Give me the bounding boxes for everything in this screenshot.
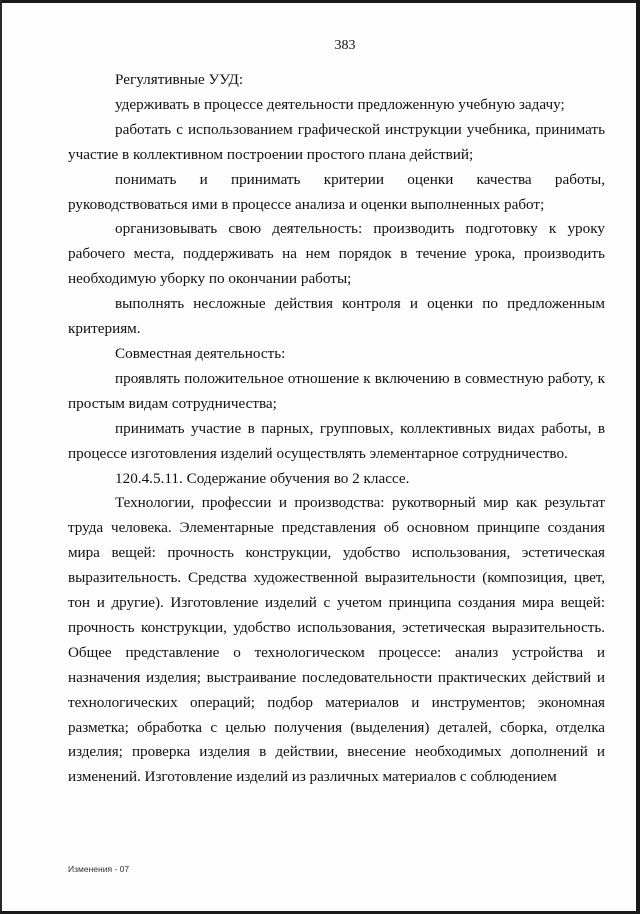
section-heading: 120.4.5.11. Содержание обучения во 2 классе. [115,469,410,487]
scan-edge-top [0,0,640,3]
paragraph-joint-1: проявлять положительное отношение к включению в совместную работу, к простым видам сотрудничества; [68,369,605,412]
footer-note: Изменения - 07 [68,864,130,874]
scan-edge-left [0,0,2,914]
paragraph-regulatory-2: работать с использованием графической инструкции учебника, принимать участие в коллективном построении простого плана действий; [68,120,605,163]
paragraph-regulatory-5: выполнять несложные действия контроля и оценки по предложенным критериям. [68,295,605,338]
heading-joint-activity: Совместная деятельность: [115,344,286,362]
paragraph-regulatory-4: организовывать свою деятельность: производить подготовку к уроку рабочего места, поддерживать на нем порядок в течение урока, производить необходимую уборку по окончании работы; [68,220,605,288]
paragraph-regulatory-3: понимать и принимать критерии оценки качества работы, руководствоваться ими в процессе анализа и оценки выполненных работ; [68,170,605,213]
paragraph-regulatory-1: удерживать в процессе деятельности предложенную учебную задачу; [115,95,565,113]
paragraph-technologies: Технологии, профессии и производства: рукотворный мир как результат труда человека. Элементарные представления об основном принципе создания мира вещей: прочность конструкции, удобство использования, эстетическая выразительность. Средства художественной выразительности (композиция, цвет, тон и другие). Изготовление изделий с учетом принципа создания мира вещей: прочность конструкции, удобство использования, эстетическая выразительность. Общее представление о технологическом процессе: анализ устройства и назначения изделия; выстраивание последовательности практических действий и технологических операций; подбор материалов и инструментов; экономная разметка; обработка с целью получения (выделения) деталей, сборка, отделка изделия; проверка изделия в действии, внесение необходимых дополнений и изменений. Изготовление изделий из различных материалов с соблюдением [68,494,605,786]
scan-edge-right [636,0,640,914]
heading-regulatory: Регулятивные УУД: [115,71,244,88]
body-text [68,68,605,790]
paragraph-joint-2: принимать участие в парных, групповых, коллективных видах работы, в процессе изготовления изделий осуществлять элементарное сотрудничество. [68,419,605,462]
page-number: 383 [334,38,356,53]
